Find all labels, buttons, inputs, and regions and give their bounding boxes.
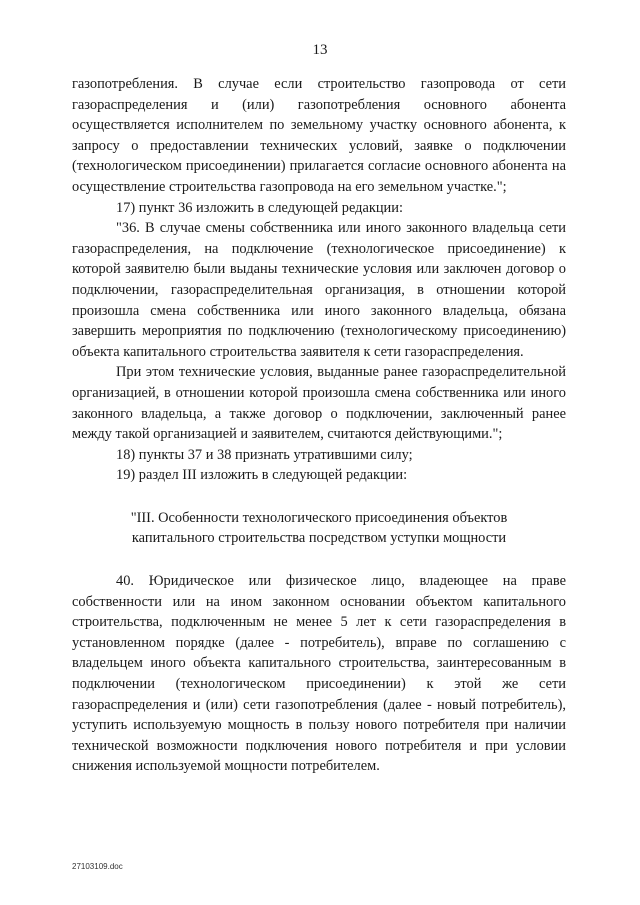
paragraph-clause-36-continued: При этом технические условия, выданные ранее газораспределительной организацией, в отношении которой произошла смена собственника или иного законного владельца, а также договор о подключении, заключенный ранее между такой организацией и заявителем, считаются действующими.";	[72, 364, 566, 443]
paragraph-item-19: 19) раздел III изложить в следующей редакции:	[116, 467, 408, 484]
paragraph-item-18: 18) пункты 37 и 38 признать утратившими силу;	[116, 446, 413, 463]
paragraph-clause-40: 40. Юридическое или физическое лицо, владеющее на праве собственности или на ином законном основании объектом капитального строительства, подключенным не менее 5 лет к сети газораспределения в установленном порядке (далее - потребитель), вправе по соглашению с владельцем иного объекта капитального строительства, заинтересованным в подключении (технологическом присоединении) к этой же сети газораспределения и (или) сети газопотребления (далее - новый потребитель), уступить используемую мощность в пользу нового потребителя при наличии технической возможности подключения нового потребителя и при условии снижения используемой мощности потребителем.	[72, 573, 566, 775]
section-title-line-2: капитального строительства посредством уступки мощности	[131, 530, 507, 547]
section-title-line-1: "III. Особенности технологического присоединения объектов	[130, 509, 508, 526]
paragraph-continuation: газопотребления. В случае если строительство газопровода от сети газораспределения и (или) газопотребления основного абонента осуществляется исполнителем по земельному участку основного абонента, к запросу о предоставлении технических условий, заявке о подключении (технологическом присоединении) прилагается согласие основного абонента на осуществление строительства газопровода на его земельном участке.";	[72, 76, 566, 195]
footer-filename: 27103109.doc	[72, 862, 123, 871]
page-number: 13	[312, 42, 328, 58]
section-title	[72, 508, 566, 549]
document-body	[72, 74, 566, 777]
paragraph-item-17: 17) пункт 36 изложить в следующей редакции:	[116, 199, 403, 216]
paragraph-clause-36: "36. В случае смены собственника или иного законного владельца сети газораспределения, на подключение (технологическое присоединение) к которой заявителю были выданы технические условия или заключен договор о подключении, газораспределительная организация, в отношении которой произошла смена собственника или иного законного владельца, обязана завершить мероприятия по подключению (технологическому присоединению) объекта капитального строительства заявителя к сети газораспределения.	[72, 220, 566, 360]
